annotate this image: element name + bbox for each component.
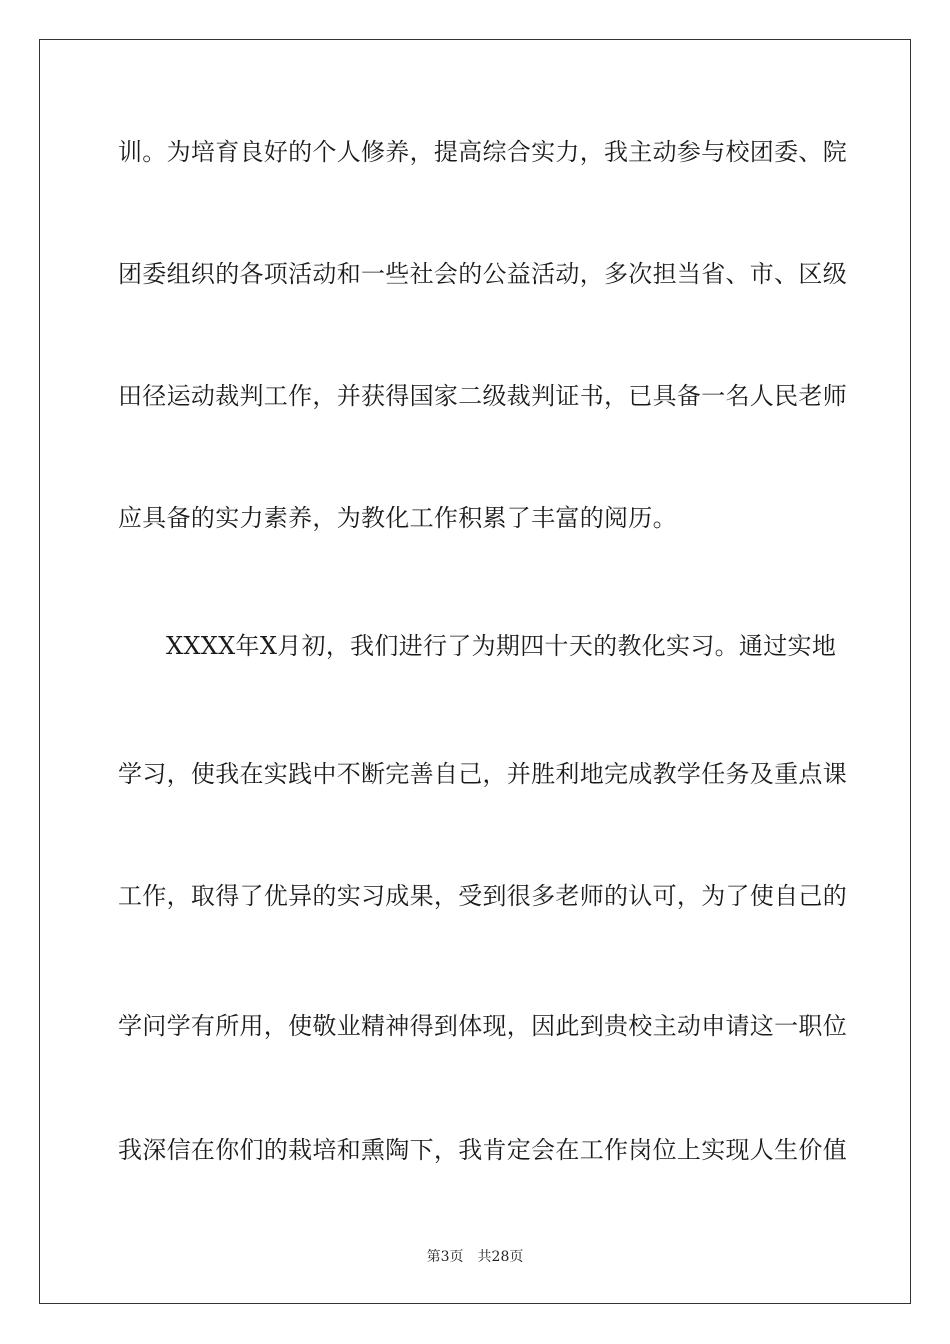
- page-total: 共28页: [477, 1249, 524, 1265]
- body-line-5-paragraph-start: XXXX年X月初，我们进行了为期四十天的教化实习。通过实地: [166, 632, 837, 660]
- body-line-8: 学问学有所用，使敬业精神得到体现，因此到贵校主动申请这一职位: [118, 1012, 847, 1040]
- page-border: [39, 39, 911, 1304]
- body-line-2: 团委组织的各项活动和一些社会的公益活动，多次担当省、市、区级: [118, 260, 847, 288]
- page-footer: [0, 1247, 950, 1267]
- body-line-9: 我深信在你们的栽培和熏陶下，我肯定会在工作岗位上实现人生价值: [118, 1136, 847, 1164]
- body-line-4: 应具备的实力素养，为教化工作积累了丰富的阅历。: [118, 504, 677, 532]
- page-number: 第3页: [426, 1249, 464, 1265]
- body-line-1: 训。为培育良好的个人修养，提高综合实力，我主动参与校团委、院: [118, 138, 847, 166]
- body-line-3: 田径运动裁判工作，并获得国家二级裁判证书，已具备一名人民老师: [118, 382, 847, 410]
- body-line-7: 工作，取得了优异的实习成果，受到很多老师的认可，为了使自己的: [118, 882, 847, 910]
- body-line-6: 学习，使我在实践中不断完善自己，并胜利地完成教学任务及重点课: [118, 760, 847, 788]
